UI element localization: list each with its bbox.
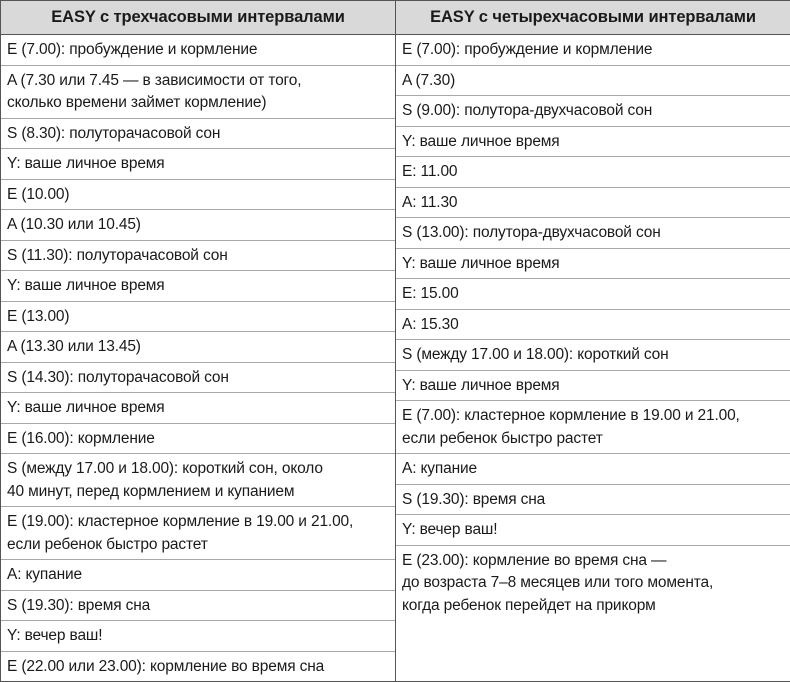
three-hour-column-header: EASY с трехчасовыми интервалами <box>1 1 396 35</box>
schedule-entry: E (7.00): кластерное кормление в 19.00 и 21.00, если ребенок быстро растет <box>396 401 790 454</box>
three-hour-column <box>1 35 396 682</box>
three-hour-schedule-list <box>1 35 395 681</box>
schedule-entry: A (10.30 или 10.45) <box>1 210 395 241</box>
schedule-entry: S (11.30): полуторачасовой сон <box>1 241 395 272</box>
four-hour-schedule-list <box>396 35 790 620</box>
schedule-entry: E: 15.00 <box>396 279 790 310</box>
schedule-entry: Y: вечер ваш! <box>1 621 395 652</box>
schedule-entry: Y: ваше личное время <box>1 149 395 180</box>
table-body-row <box>1 35 790 682</box>
schedule-entry: E (23.00): кормление во время сна — до возраста 7–8 месяцев или того момента, когда ребенок перейдет на прикорм <box>396 546 790 621</box>
schedule-entry: S (14.30): полуторачасовой сон <box>1 363 395 394</box>
schedule-entry: S (19.30): время сна <box>396 485 790 516</box>
schedule-entry: Y: ваше личное время <box>1 271 395 302</box>
table-header-row <box>1 1 790 35</box>
schedule-entry: E (19.00): кластерное кормление в 19.00 и 21.00, если ребенок быстро растет <box>1 507 395 560</box>
schedule-entry: Y: ваше личное время <box>396 371 790 402</box>
schedule-entry: A (7.30 или 7.45 — в зависимости от того, сколько времени займет кормление) <box>1 66 395 119</box>
schedule-entry: E (7.00): пробуждение и кормление <box>1 35 395 66</box>
schedule-entry: Y: ваше личное время <box>1 393 395 424</box>
schedule-entry: E: 11.00 <box>396 157 790 188</box>
schedule-entry: S (19.30): время сна <box>1 591 395 622</box>
schedule-entry: A: купание <box>1 560 395 591</box>
schedule-entry: Y: ваше личное время <box>396 127 790 158</box>
schedule-entry: Y: вечер ваш! <box>396 515 790 546</box>
schedule-entry: S (между 17.00 и 18.00): короткий сон <box>396 340 790 371</box>
schedule-entry: S (13.00): полутора-двухчасовой сон <box>396 218 790 249</box>
schedule-entry: S (9.00): полутора-двухчасовой сон <box>396 96 790 127</box>
four-hour-column-header: EASY с четырехчасовыми интервалами <box>396 1 790 35</box>
schedule-entry: Y: ваше личное время <box>396 249 790 280</box>
schedule-entry: E (7.00): пробуждение и кормление <box>396 35 790 66</box>
four-hour-column <box>396 35 790 682</box>
schedule-entry: E (16.00): кормление <box>1 424 395 455</box>
schedule-entry: E (10.00) <box>1 180 395 211</box>
schedule-entry: A: 15.30 <box>396 310 790 341</box>
schedule-entry: S (между 17.00 и 18.00): короткий сон, около 40 минут, перед кормлением и купанием <box>1 454 395 507</box>
schedule-entry: A (13.30 или 13.45) <box>1 332 395 363</box>
schedule-entry: S (8.30): полуторачасовой сон <box>1 119 395 150</box>
schedule-entry: A: 11.30 <box>396 188 790 219</box>
schedule-entry: E (22.00 или 23.00): кормление во время сна <box>1 652 395 682</box>
schedule-entry: A (7.30) <box>396 66 790 97</box>
schedule-entry: A: купание <box>396 454 790 485</box>
schedule-entry: E (13.00) <box>1 302 395 333</box>
